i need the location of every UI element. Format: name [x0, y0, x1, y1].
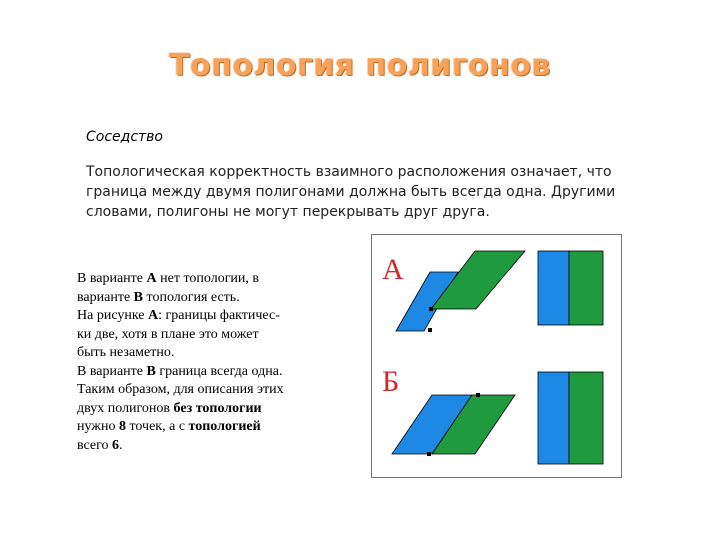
- variant-b-green-rectangle: [569, 372, 603, 464]
- body-text-emphasis: 6: [112, 437, 120, 453]
- subheading: Соседство: [86, 129, 163, 145]
- variant-b-vertex-marker: [476, 393, 480, 397]
- variant-a-label: А: [382, 253, 404, 286]
- variant-a-green-rectangle: [569, 251, 603, 325]
- body-text: [77, 270, 337, 455]
- body-text-line: всего 6.: [77, 437, 123, 453]
- body-text-line: ки две, хотя в плане это может: [77, 326, 259, 342]
- body-text-line: В варианте А нет топологии, в: [77, 271, 260, 286]
- page-title: Топология полигонов: [169, 48, 551, 83]
- variant-b-vertex-marker: [427, 452, 431, 456]
- body-text-line: двух полигонов без топологии: [77, 400, 262, 416]
- variant-b-blue-rectangle: [538, 372, 569, 464]
- figure-drawing: [372, 235, 623, 479]
- body-text-line: Таким образом, для описания этих: [77, 382, 284, 397]
- body-text-line: быть незаметно.: [77, 345, 175, 360]
- variant-a-vertex-marker: [428, 328, 432, 332]
- body-text-emphasis: без топологии: [173, 400, 262, 416]
- topology-figure: [371, 234, 622, 478]
- body-text-emphasis: В: [146, 363, 156, 379]
- variant-b-label: Б: [382, 365, 400, 398]
- body-text-emphasis: А: [146, 271, 157, 286]
- body-text-line: варианте В топология есть.: [77, 289, 240, 305]
- body-text-emphasis: топологией: [188, 419, 261, 434]
- body-text-emphasis: 8: [118, 419, 126, 434]
- variant-a-vertex-marker: [429, 307, 433, 311]
- variant-a-blue-rectangle: [538, 251, 569, 325]
- intro-paragraph: Топологическая корректность взаимного расположения означает, что граница между двумя полигонами должна быть всегда одна. Другими словами, полигоны не могут перекрывать друг друга.: [86, 164, 616, 220]
- body-text-line: На рисунке А: границы фактичес-: [77, 308, 280, 323]
- body-text-emphasis: В: [133, 289, 144, 305]
- body-text-line: В варианте В граница всегда одна.: [77, 363, 283, 379]
- body-text-emphasis: А: [148, 308, 159, 323]
- body-text-line: нужно 8 точек, а с топологией: [77, 419, 261, 434]
